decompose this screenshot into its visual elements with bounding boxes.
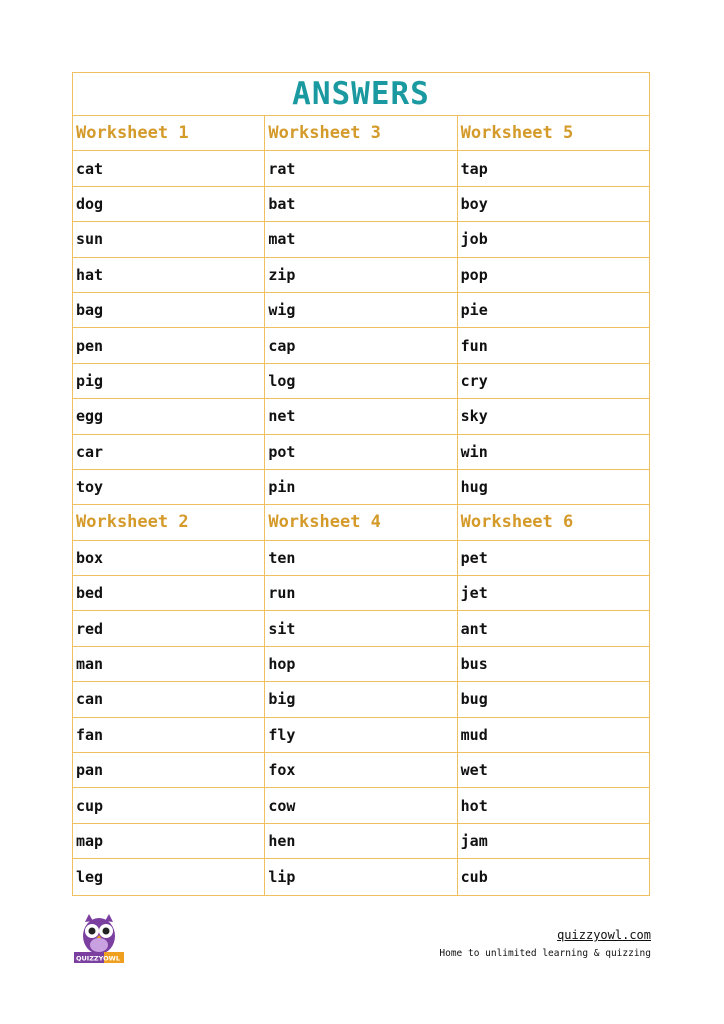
site-link[interactable]: quizzyowl.com [557,928,651,942]
answer-cell: cub [457,859,649,894]
answer-row [73,576,649,611]
worksheet-header: Worksheet 4 [264,505,456,539]
owl-icon [74,912,124,964]
answer-row [73,718,649,753]
answer-cell: bus [457,647,649,681]
answer-cell: hug [457,470,649,504]
answer-cell: run [264,576,456,610]
answer-cell: rat [264,151,456,185]
answer-cell: big [264,682,456,716]
answer-row [73,435,649,470]
answer-cell: fly [264,718,456,752]
answer-cell: wet [457,753,649,787]
answer-row [73,647,649,682]
answer-row [73,682,649,717]
answer-cell: pen [76,336,104,355]
answer-cell: dog [76,194,104,213]
logo-text: QUIZZYOWL [76,954,120,963]
answer-cell: bag [76,301,104,320]
answer-row [73,151,649,186]
answer-cell: hot [457,788,649,822]
answer-row [73,753,649,788]
answer-row [73,611,649,646]
answer-cell: jet [457,576,649,610]
answer-cell: win [457,435,649,469]
answer-row [73,824,649,859]
answer-cell: pot [264,435,456,469]
answer-cell: cap [264,328,456,362]
answer-row [73,187,649,222]
answer-cell: can [76,690,104,709]
answer-cell: sun [76,230,104,249]
worksheet-header: Worksheet 1 [76,123,189,144]
answer-cell: wig [264,293,456,327]
answer-cell: lip [264,859,456,894]
answer-cell: jam [457,824,649,858]
answers-table [72,72,650,896]
answer-cell: job [457,222,649,256]
page-title: ANSWERS [292,76,430,112]
answer-row [73,859,649,894]
answer-cell: tap [457,151,649,185]
answer-cell: car [76,442,104,461]
answer-cell: ant [457,611,649,645]
answer-cell: cat [76,159,104,178]
answer-cell: log [264,364,456,398]
answer-row [73,541,649,576]
answers-grid [73,116,649,895]
header-row [73,116,649,151]
answer-row [73,399,649,434]
answer-row [73,788,649,823]
answer-cell: egg [76,407,104,426]
answer-cell: ten [264,541,456,575]
answer-cell: zip [264,258,456,292]
answer-row [73,258,649,293]
answer-cell: pan [76,761,104,780]
answer-cell: pin [264,470,456,504]
answer-cell: fox [264,753,456,787]
tagline: Home to unlimited learning & quizzing [439,948,651,959]
answer-cell: net [264,399,456,433]
answer-cell: hen [264,824,456,858]
answer-cell: map [76,832,104,850]
answer-cell: bug [457,682,649,716]
answer-cell: man [76,655,104,674]
answer-cell: leg [76,867,104,886]
answer-cell: box [76,548,104,567]
answer-cell: pet [457,541,649,575]
answer-row [73,328,649,363]
answer-cell: red [76,619,104,638]
header-row [73,505,649,540]
footer [439,928,651,959]
answer-row [73,470,649,505]
worksheet-header: Worksheet 6 [457,505,649,539]
answer-cell: hop [264,647,456,681]
answer-row [73,364,649,399]
answer-cell: toy [76,478,104,497]
answer-cell: cry [457,364,649,398]
answer-cell: bed [76,584,104,603]
answer-cell: sky [457,399,649,433]
answer-cell: sit [264,611,456,645]
answer-cell: cow [264,788,456,822]
answer-cell: pig [76,371,104,390]
answer-row [73,222,649,257]
answer-cell: mat [264,222,456,256]
worksheet-header: Worksheet 5 [457,116,649,150]
answer-cell: fan [76,725,104,744]
answer-cell: bat [264,187,456,221]
quizzyowl-logo [74,912,124,964]
answer-cell: pop [457,258,649,292]
answer-cell: pie [457,293,649,327]
answer-cell: fun [457,328,649,362]
worksheet-header: Worksheet 2 [76,512,189,533]
answer-cell: hat [76,265,104,284]
answer-row [73,293,649,328]
worksheet-header: Worksheet 3 [264,116,456,150]
answer-cell: cup [76,796,104,815]
answer-cell: boy [457,187,649,221]
answer-cell: mud [457,718,649,752]
title-row [73,73,649,116]
